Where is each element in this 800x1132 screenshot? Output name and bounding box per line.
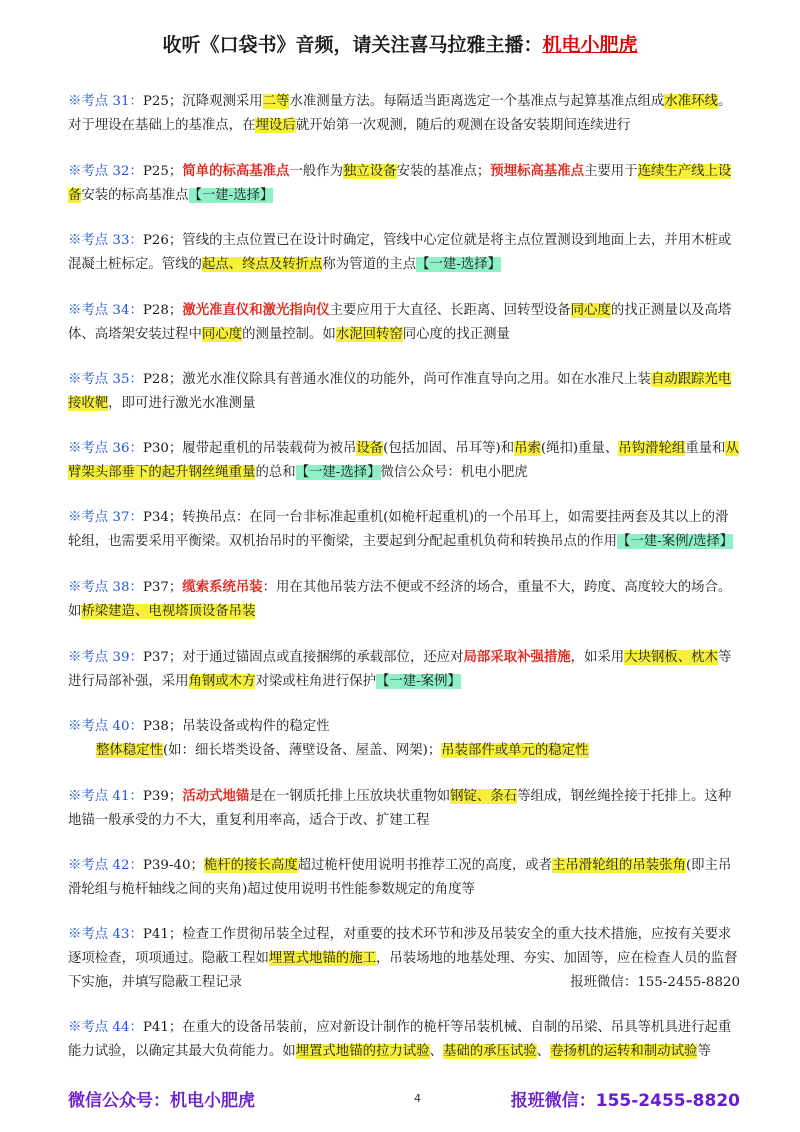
- exam-tag: 【一建-选择】: [416, 257, 502, 272]
- highlighted-text: 设备: [356, 441, 384, 456]
- body-text: P28；: [142, 303, 183, 318]
- highlighted-text: 吊钩滑轮组: [618, 441, 686, 456]
- key-point-marker: ※考点 38：: [68, 580, 143, 595]
- key-point-marker: ※考点 33：: [68, 233, 143, 248]
- key-point-marker: ※考点 35：: [68, 372, 143, 387]
- highlighted-text: 主吊滑轮组的吊装张角: [552, 858, 686, 873]
- highlighted-text: 整体稳定性: [96, 743, 163, 758]
- body-text: P37；对于通过锚固点或直接捆绑的承载部位，还应对: [142, 650, 464, 665]
- body-text: P37；: [142, 580, 183, 595]
- key-point-marker: ※考点 32：: [68, 164, 143, 179]
- body-text: 的测量控制。如: [242, 327, 336, 342]
- key-point-entry: [68, 645, 740, 694]
- body-text: 对梁或柱角进行保护: [255, 674, 376, 689]
- body-text: 等: [697, 1044, 711, 1059]
- key-point-entry: [68, 575, 740, 624]
- body-text: ，即可进行激光水准测量: [108, 396, 256, 411]
- body-text: 就开始第一次观测，随后的观测在设备安装期间连续进行: [295, 118, 631, 133]
- key-point-entry: [68, 784, 740, 833]
- body-text: 安装的标高基准点: [81, 188, 189, 203]
- key-point-entry: [68, 506, 740, 554]
- key-point-marker: ※考点 39：: [68, 650, 143, 665]
- page-number: 4: [414, 1092, 421, 1105]
- key-point-entry: [68, 437, 740, 485]
- body-text: 微信公众号：机电小肥虎: [380, 465, 528, 480]
- highlighted-text: 起点、终点及转折点: [201, 257, 323, 272]
- body-text: 安装的基准点；: [396, 164, 491, 179]
- body-text: 称为管道的主点: [322, 257, 417, 272]
- highlighted-text: 同心度: [201, 327, 243, 342]
- body-text: P25；: [142, 164, 183, 179]
- key-term: 预埋标高基准点: [490, 163, 585, 179]
- key-term: 局部采取补强措施: [463, 649, 571, 665]
- body-text: (包括加固、吊耳等)和: [383, 441, 515, 456]
- highlighted-text: 自动跟踪光电接收靶: [68, 372, 732, 411]
- key-point-marker: ※考点 37：: [68, 510, 143, 525]
- highlighted-text: 钢锭、条石: [450, 789, 518, 804]
- footer-enroll-wechat: 报班微信：155-2455-8820: [510, 1091, 740, 1111]
- key-point-marker: ※考点 34：: [68, 303, 143, 318]
- key-term: 激光准直仪和激光指向仪: [182, 302, 330, 318]
- body-text: P41；检查工作贯彻吊装全过程，对重要的技术环节和涉及吊装安全的重大技术措施，应按有关要求逐项检查，项项通过。隐蔽工程如: [68, 927, 732, 966]
- exam-tag: 【一建-案例/选择】: [617, 534, 734, 549]
- highlighted-text: 基础的承压试验: [442, 1044, 537, 1059]
- highlighted-text: 水泥回转窑: [335, 327, 403, 342]
- footer-wechat-account: 微信公众号：机电小肥虎: [68, 1091, 255, 1111]
- entry-subline: [68, 739, 740, 763]
- key-point-marker: ※考点 40：: [68, 719, 143, 734]
- key-point-entry: [68, 923, 740, 995]
- body-text: ，如采用: [570, 650, 625, 665]
- key-term: 活动式地锚: [182, 788, 250, 804]
- body-text: 水准测量方法。每隔适当距离选定一个基准点与起算基准点组成: [289, 94, 665, 109]
- key-point-marker: ※考点 43：: [68, 927, 143, 942]
- body-text: (如：细长塔类设备、薄壁设备、屋盖、网架)；: [162, 743, 442, 758]
- content-area: [68, 90, 740, 1085]
- page-header: [0, 30, 800, 57]
- body-text: 的找正测量以及高塔体、高塔架安装过程中: [68, 303, 732, 342]
- highlighted-text: 桅杆的接长高度: [203, 858, 298, 873]
- body-text: 主要用于: [584, 164, 638, 179]
- highlighted-text: 吊装部件或单元的稳定性: [441, 743, 589, 758]
- body-text: P34；转换吊点：在同一台非标准起重机(如桅杆起重机)的一个吊耳上，如需要挂两套及其以上的滑轮组，也需要采用平衡梁。双机抬吊时的平衡梁，主要起到分配起重机负荷和转换吊点的作用: [68, 510, 729, 549]
- key-point-entry: [68, 90, 740, 138]
- body-text: 等组成，钢丝绳拴接于托排上。这种地锚一般承受的力不大，重复利用率高，适合于改、扩建工程: [68, 789, 732, 828]
- highlighted-text: 独立设备: [343, 164, 397, 179]
- body-text: P28；激光水准仪除具有普通水准仪的功能外，尚可作准直导向之用。如在水准尺上装: [142, 372, 651, 387]
- body-text: (绳扣)重量、: [540, 441, 619, 456]
- highlighted-text: 埋设后: [255, 118, 296, 133]
- highlighted-text: 吊索: [514, 441, 541, 456]
- key-point-marker: ※考点 42：: [68, 858, 143, 873]
- key-term: 简单的标高基准点: [182, 163, 290, 179]
- highlighted-text: 同心度: [570, 303, 611, 318]
- body-text: P25；沉降观测采用: [142, 94, 263, 109]
- key-point-marker: ※考点 31：: [68, 94, 143, 109]
- key-term: 缆索系统吊装: [182, 579, 263, 595]
- key-point-marker: ※考点 41：: [68, 789, 143, 804]
- highlighted-text: 埋置式地锚的拉力试验: [295, 1044, 430, 1059]
- highlighted-text: 角钢或木方: [188, 674, 256, 689]
- body-text: 一般作为: [289, 164, 343, 179]
- body-text: 是在一钢质托排上压放块状重物如: [249, 789, 451, 804]
- header-prefix: 收听《口袋书》音频，请关注喜马拉雅主播：: [162, 34, 543, 56]
- body-text: 、: [536, 1044, 551, 1059]
- highlighted-text: 桥梁建造、电视塔顶设备吊装: [81, 604, 256, 619]
- exam-tag: 【一建-选择】: [295, 465, 381, 480]
- body-text: P38；吊装设备或构件的稳定性: [142, 719, 330, 734]
- exam-tag: 【一建-选择】: [188, 188, 274, 203]
- body-text: 、: [429, 1044, 443, 1059]
- exam-tag: 【一建-案例】: [375, 674, 461, 689]
- body-text: P26；管线的主点位置已在设计时确定，管线中心定位就是将主点位置测设到地面上去，并用木桩或混凝土桩标定。管线的: [68, 233, 732, 272]
- body-text: 同心度的找正测量: [402, 327, 510, 342]
- highlighted-text: 大块钢板、枕木: [624, 650, 718, 665]
- body-text: P30；履带起重机的吊装载荷为被吊: [142, 441, 357, 456]
- highlighted-text: 从臂架头部垂下的起升钢丝绳重量: [68, 441, 739, 480]
- body-text: ，吊装场地的地基处理、夯实、加固等，应在检查人员的监督下实施，并填写隐蔽工程记录: [68, 951, 738, 990]
- body-text: 。对于埋设在基础上的基准点，在: [68, 94, 732, 133]
- body-text: ：用在其他吊装方法不便或不经济的场合，重量不大，跨度、高度较大的场合。如: [68, 580, 732, 619]
- body-text: 主要应用于大直径、长距离、回转型设备: [329, 303, 571, 318]
- highlighted-text: 水准环线: [664, 94, 718, 109]
- key-point-entry: [68, 368, 740, 416]
- inline-enroll-contact: 报班微信：155-2455-8820: [570, 975, 740, 990]
- key-point-entry: [68, 1016, 740, 1064]
- page-footer: [68, 1086, 740, 1114]
- key-point-entry: [68, 159, 740, 208]
- body-text: 超过桅杆使用说明书推荐工况的高度，或者: [297, 858, 553, 873]
- body-text: 的总和: [255, 465, 296, 480]
- header-brand: 机电小肥虎: [542, 34, 638, 56]
- key-point-entry: [68, 854, 740, 902]
- key-point-marker: ※考点 36：: [68, 441, 143, 456]
- body-text: (即主吊滑轮组与桅杆轴线之间的夹角)超过使用说明书性能参数规定的角度等: [68, 858, 732, 897]
- highlighted-text: 埋置式地锚的施工: [268, 951, 376, 966]
- body-text: P39-40；: [142, 858, 204, 873]
- body-text: 重量和: [685, 441, 726, 456]
- body-text: P39；: [142, 789, 183, 804]
- highlighted-text: 卷扬机的运转和制动试验: [550, 1044, 698, 1059]
- key-point-entry: [68, 715, 740, 763]
- key-point-entry: [68, 298, 740, 347]
- key-point-entry: [68, 229, 740, 277]
- highlighted-text: 二等: [262, 94, 290, 109]
- highlighted-text: 连续生产线上设备: [68, 164, 732, 203]
- body-text: P41；在重大的设备吊装前，应对新设计制作的桅杆等吊装机械、自制的吊梁、吊具等机具进行起重能力试验，以确定其最大负荷能力。如: [68, 1020, 732, 1059]
- body-text: 等进行局部补强，采用: [68, 650, 732, 689]
- key-point-marker: ※考点 44：: [68, 1020, 143, 1035]
